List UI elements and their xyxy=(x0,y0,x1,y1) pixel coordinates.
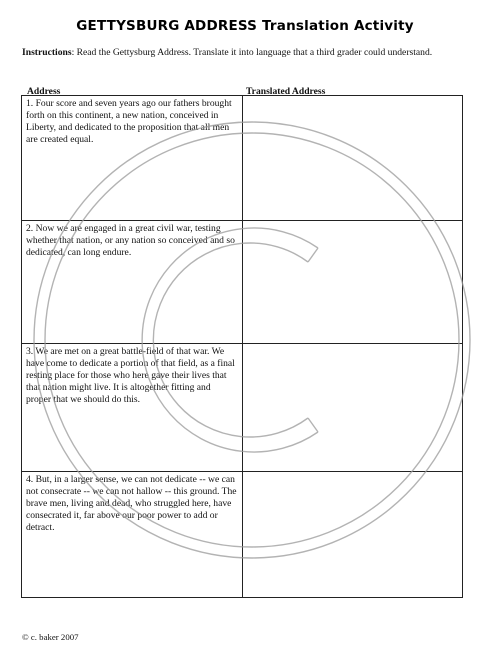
instructions-text: : Read the Gettysburg Address. Translate it into language that a third grader could understand. xyxy=(71,47,433,58)
page-title: GETTYSBURG ADDRESS Translation Activity xyxy=(76,18,414,34)
instructions-label: Instructions xyxy=(22,47,72,58)
address-passage-2: 2. Now we are engaged in a great civil war, testing whether that nation, or any nation so conceived and so dedicated, can long endure. xyxy=(26,223,235,258)
address-passage-1: 1. Four score and seven years ago our fathers brought forth on this continent, a new nation, conceived in Liberty, and dedicated to the proposition that all men are created equal. xyxy=(26,98,232,145)
address-passage-4: 4. But, in a larger sense, we can not dedicate -- we can not consecrate -- we can not hallow -- this ground. The brave men, living and dead, who struggled here, have consecrated it, far above our poor power to add or detract. xyxy=(26,474,237,533)
translation-cell-2[interactable] xyxy=(243,221,462,343)
column-header-address: Address xyxy=(27,86,61,97)
address-passage-3: 3. We are met on a great battle-field of that war. We have come to dedicate a portion of that field, as a final resting place for those who here gave their lives that that nation might live. It is altogether fitting and proper that we should do this. xyxy=(26,346,235,405)
instructions xyxy=(22,47,470,59)
column-header-translated: Translated Address xyxy=(246,86,326,97)
translation-cell-4[interactable] xyxy=(243,472,462,597)
translation-cell-3[interactable] xyxy=(243,344,462,471)
translation-cell-1[interactable] xyxy=(243,96,462,220)
translation-table xyxy=(21,95,463,598)
copyright-footer: © c. baker 2007 xyxy=(22,632,79,642)
